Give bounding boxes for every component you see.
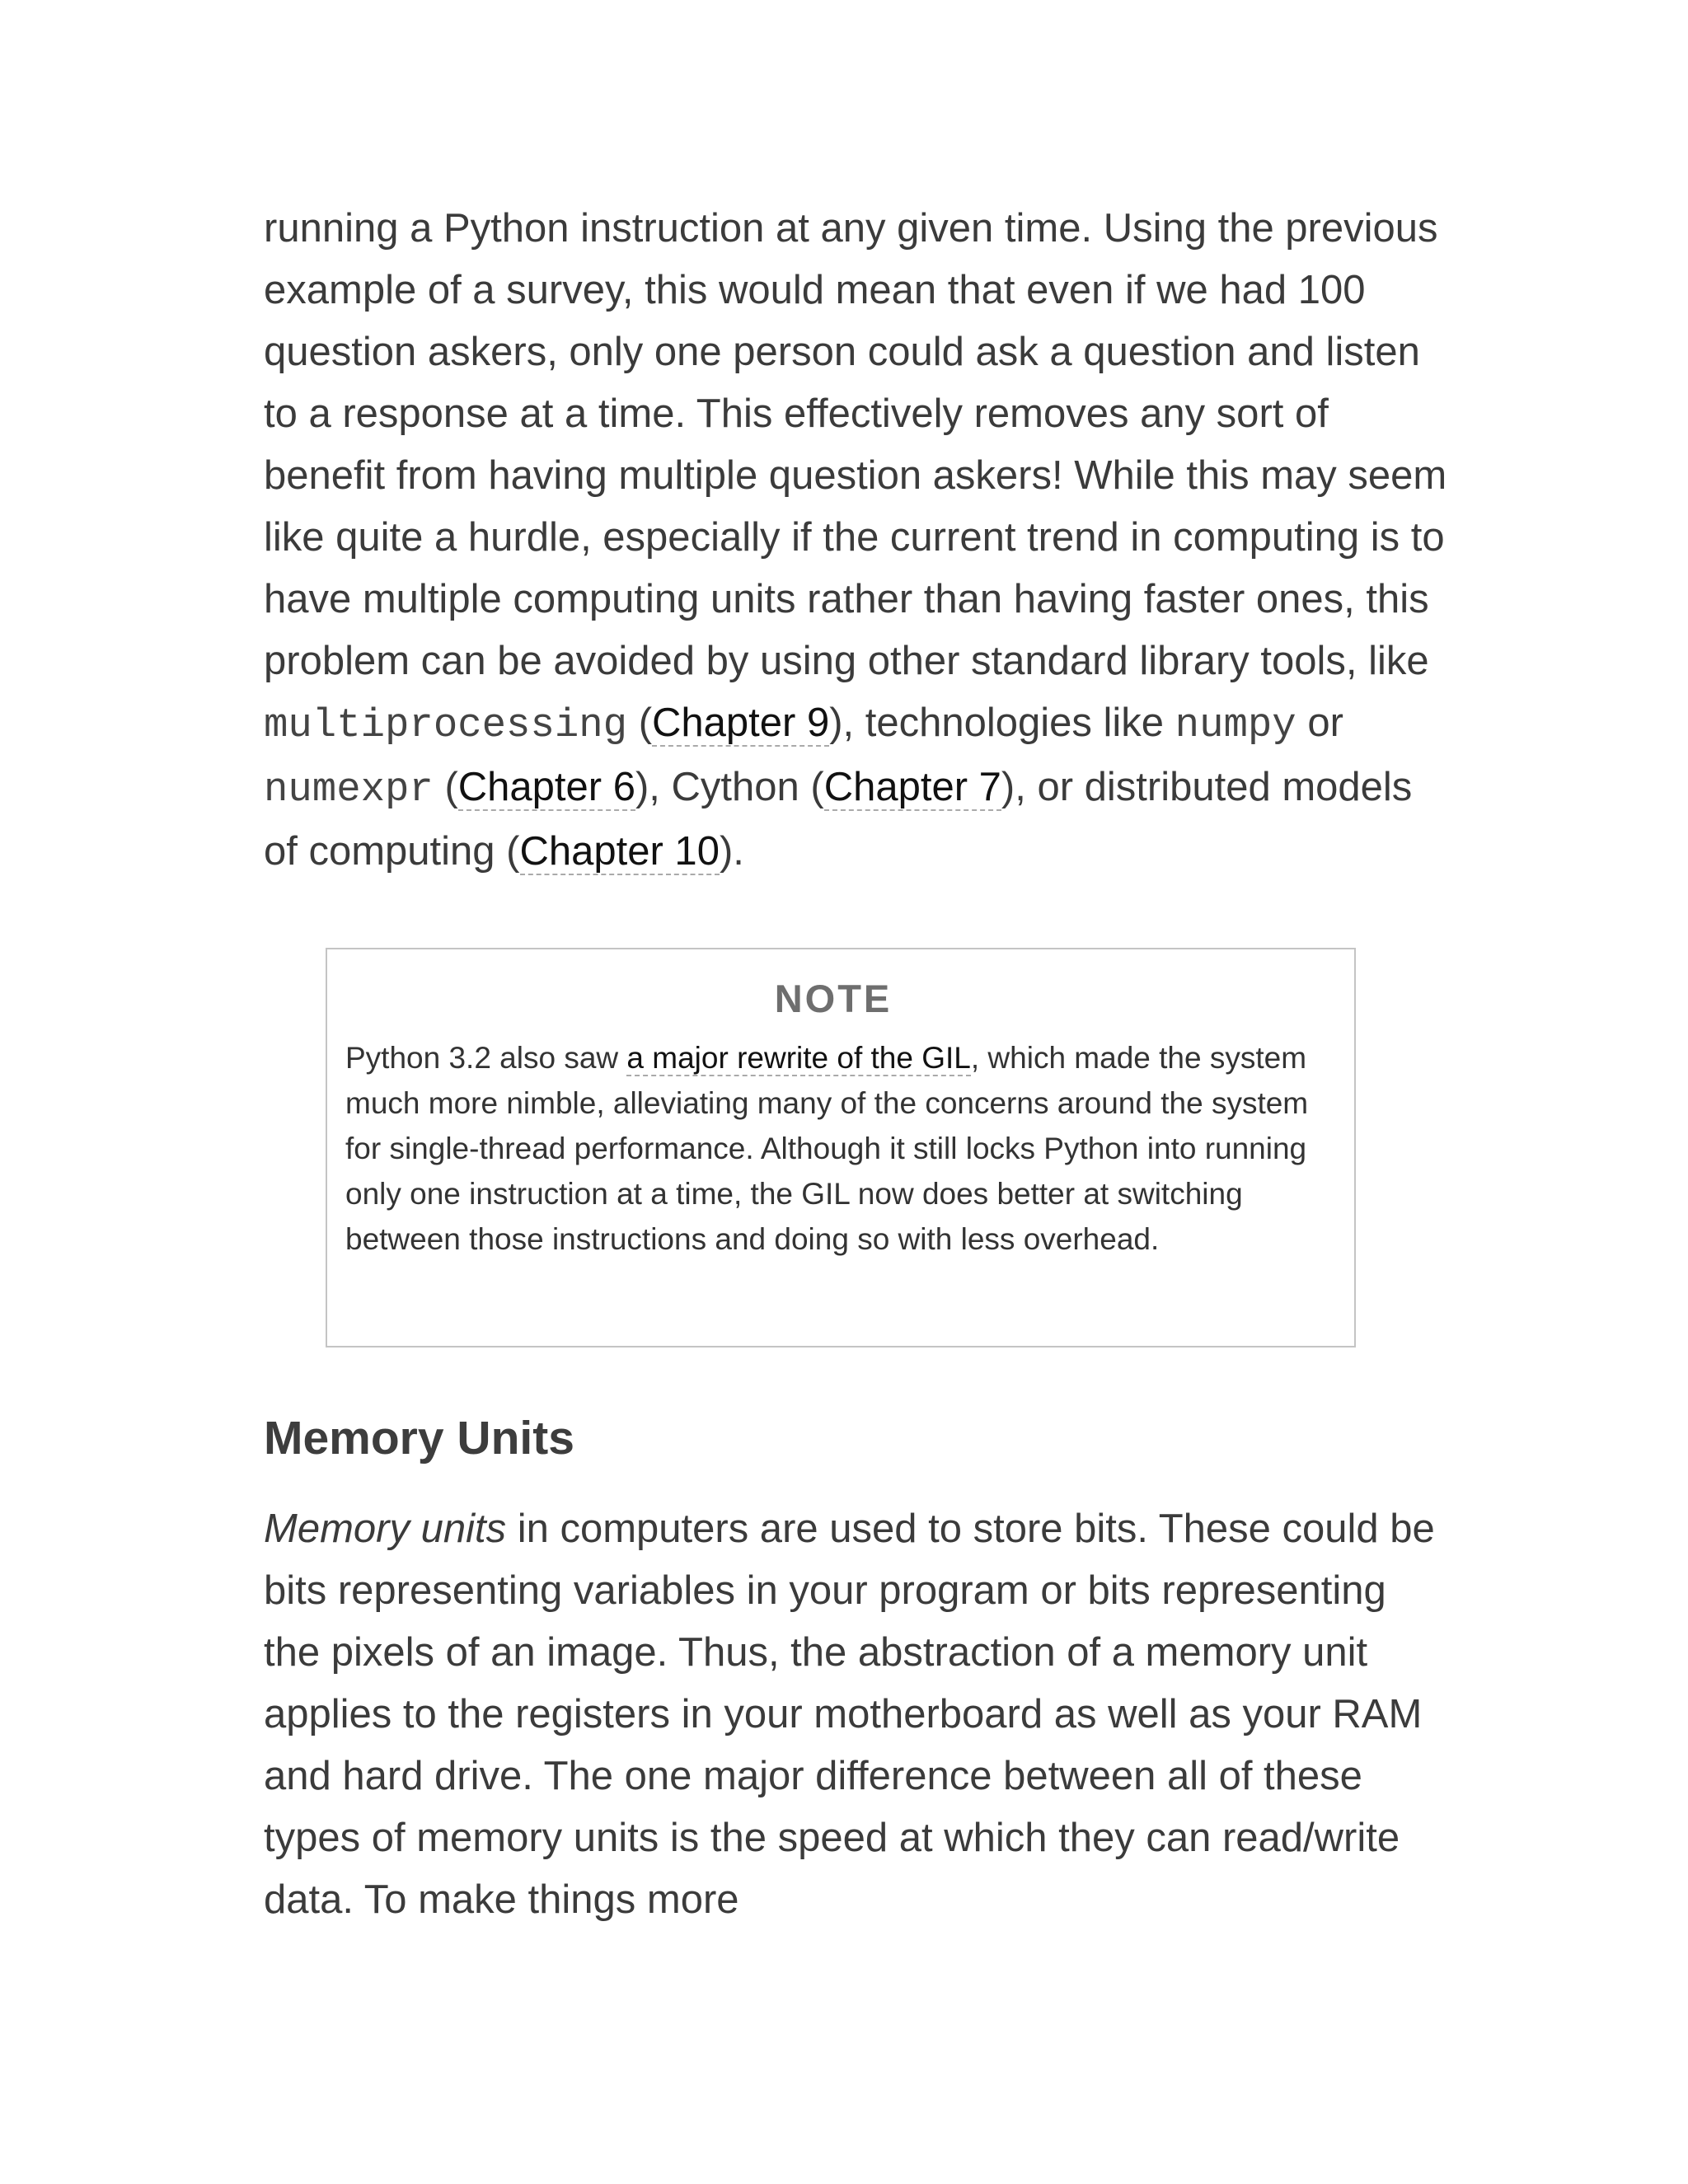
paragraph-text: ). [719,829,744,874]
note-text [345,1035,1321,1262]
paragraph-text: or [1296,701,1343,745]
code-multiprocessing: multiprocessing [264,702,628,748]
note-title: NOTE [774,977,893,1020]
note-text-part: Python 3.2 also saw [345,1041,627,1075]
chapter-6-link[interactable]: Chapter 6 [457,765,635,809]
paragraph-text: ), Cython ( [635,765,824,809]
body-text-block [264,198,1451,883]
code-numexpr: numexpr [264,766,434,813]
chapter-10-link[interactable]: Chapter 10 [519,829,720,874]
note-text-part: , which made the system much more nimble, alleviating many of the concerns around the system for single-thread performance. Although it still locks Python into running only one instruction at a time, the GIL now does better at switching between those instructions and doing so with less overhead. [345,1041,1309,1256]
paragraph-text: ), or distributed models of computing ( [264,765,1413,874]
memory-units-block [264,1498,1451,1931]
chapter-7-link[interactable]: Chapter 7 [823,765,1001,809]
paragraph-text: ), technologies like [829,701,1175,745]
section-heading: Memory Units [264,1412,574,1465]
paragraph-text: ( [627,701,653,745]
paragraph-text: running a Python instruction at any given time. Using the previous example of a survey, this would mean that even if we had 100 question askers, only one person could ask a question and listen to a response at a time. This effectively removes any sort of benefit from having multiple question askers! While this may seem like quite a hurdle, especially if the current trend in computing is to have multiple computing units rather than having faster ones, this problem can be avoided by using other standard library tools, like [264,206,1447,683]
paragraph-gil [264,198,1451,883]
code-numpy: numpy [1175,702,1296,748]
chapter-9-link[interactable]: Chapter 9 [652,701,830,745]
note-box [326,948,1356,1347]
paragraph-memory-units [264,1498,1451,1931]
gil-rewrite-link[interactable]: a major rewrite of the GIL [626,1041,971,1075]
paragraph-text: in computers are used to store bits. These could be bits representing variables in your program or bits representing the pixels of an image. Thus, the abstraction of a memory unit applies to the registers in your motherboard as well as your RAM and hard drive. The one major difference between all of these types of memory units is the speed at which they can read/write data. To make things more [264,1507,1435,1922]
paragraph-text: ( [433,765,458,809]
emphasis-term: Memory units [264,1507,507,1551]
